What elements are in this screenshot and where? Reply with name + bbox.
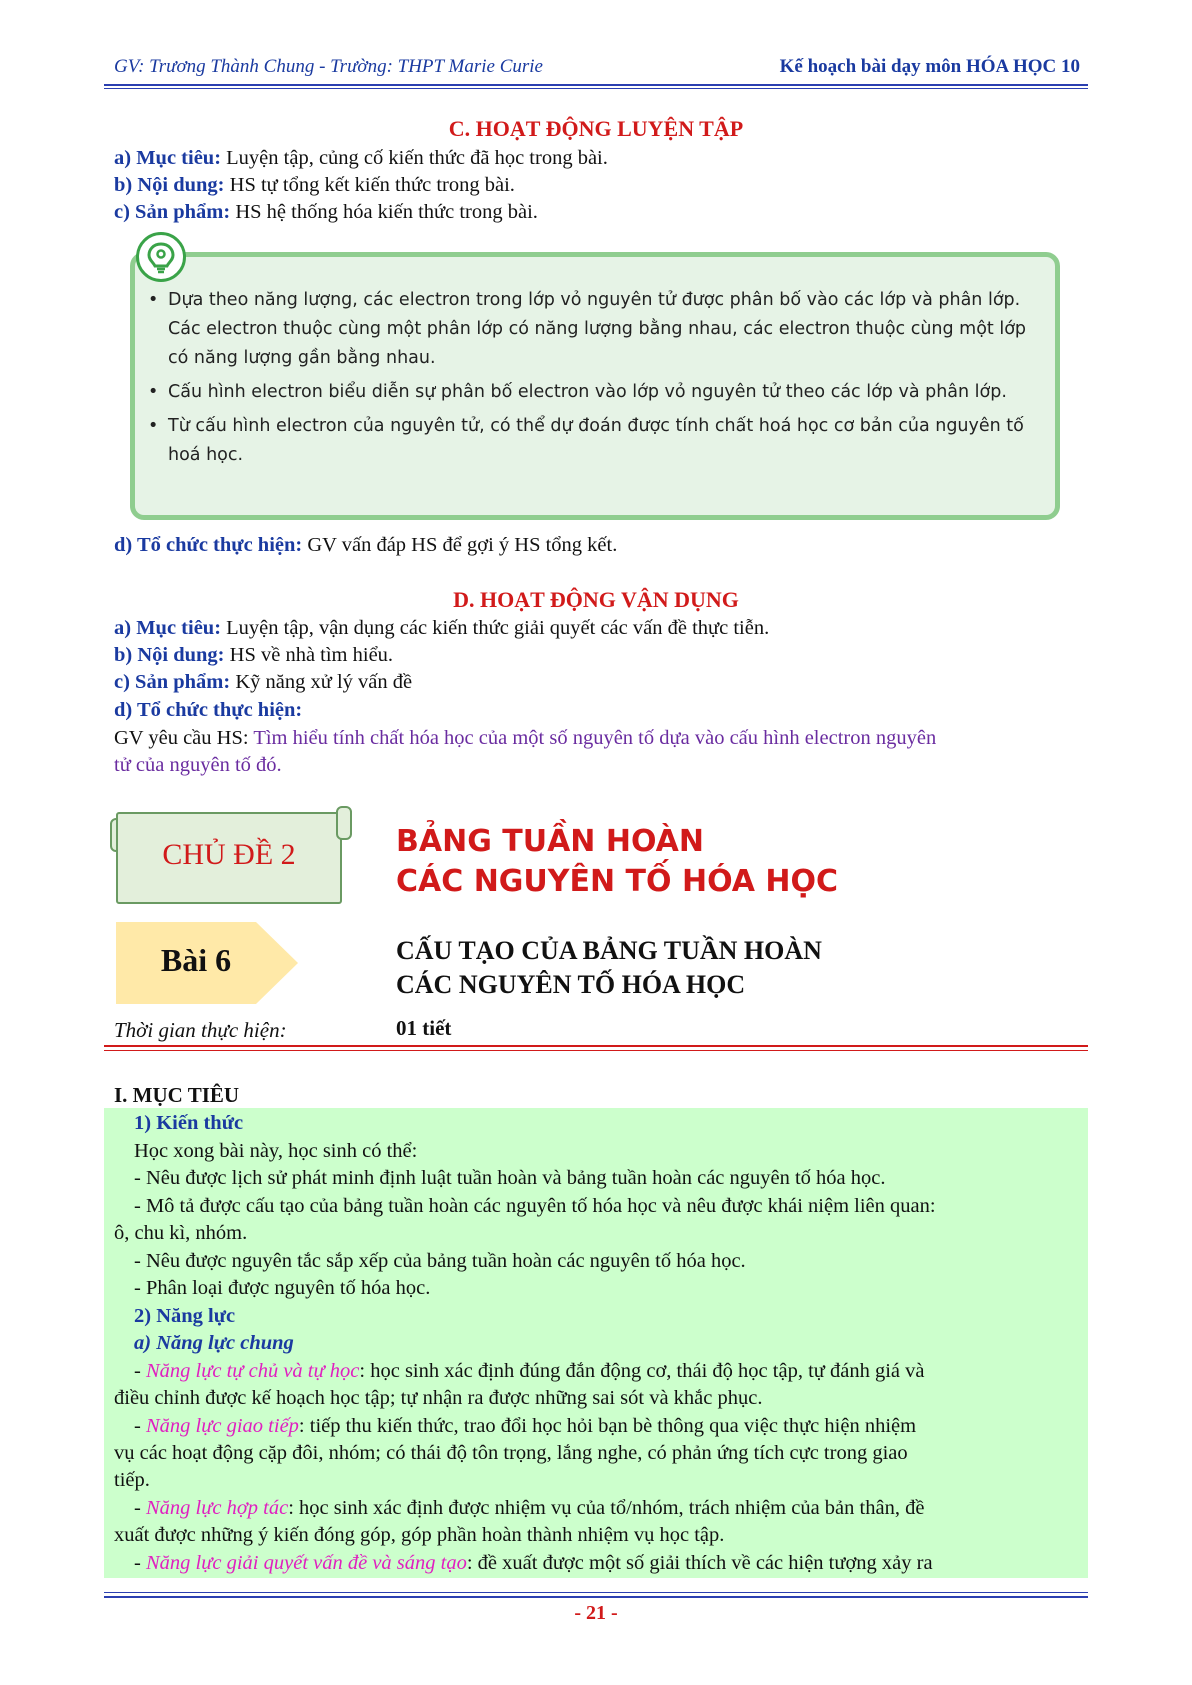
knowledge-item: - Nêu được nguyên tắc sắp xếp của bảng tuần hoàn các nguyên tố hóa học.	[134, 1250, 746, 1272]
lesson-title: CẤU TẠO CỦA BẢNG TUẦN HOÀN CÁC NGUYÊN TỐ HÓA HỌC	[396, 936, 822, 999]
section-c-goal: a) Mục tiêu: Luyện tập, củng cố kiến thức đã học trong bài.	[114, 147, 608, 169]
page-number: - 21 -	[574, 1602, 618, 1624]
section-d-goal: a) Mục tiêu: Luyện tập, vận dụng các kiến thức giải quyết các vấn đề thực tiễn.	[114, 617, 770, 639]
general-competence-heading: a) Năng lực chung	[134, 1332, 294, 1354]
competence-communication: - Năng lực giao tiếp: tiếp thu kiến thức, trao đổi học hỏi bạn bè thông qua việc thực hiện nhiệm	[134, 1415, 917, 1437]
knowledge-item: - Mô tả được cấu tạo của bảng tuần hoàn các nguyên tố hóa học và nêu được khái niệm liên quan:	[134, 1195, 936, 1217]
scroll-curl-right	[336, 806, 352, 840]
knowledge-item-cont: ô, chu kì, nhóm.	[114, 1222, 248, 1244]
competence-self-study: - Năng lực tự chủ và tự học: học sinh xác định đúng đắn động cơ, thái độ học tập, tự đánh giá và	[134, 1360, 925, 1382]
knowledge-item: - Phân loại được nguyên tố hóa học.	[134, 1277, 431, 1299]
lightbulb-icon	[136, 232, 186, 282]
duration-value: 01 tiết	[396, 1016, 452, 1040]
section-c-title: C. HOẠT ĐỘNG LUYỆN TẬP	[448, 116, 744, 141]
lesson-divider	[104, 1045, 1088, 1047]
header-author: GV: Trương Thành Chung - Trường: THPT Marie Curie	[114, 56, 543, 77]
competence-cooperation: - Năng lực hợp tác: học sinh xác định được nhiệm vụ của tổ/nhóm, trách nhiệm của bản thân, đề	[134, 1497, 925, 1519]
duration-label: Thời gian thực hiện:	[114, 1018, 287, 1042]
section-d-task-line2: tử của nguyên tố đó.	[114, 754, 282, 776]
section-d-task-line1: GV yêu cầu HS: Tìm hiểu tính chất hóa học của một số nguyên tố dựa vào cấu hình electron nguyên	[114, 727, 937, 749]
knowledge-item: - Nêu được lịch sử phát minh định luật tuần hoàn và bảng tuần hoàn các nguyên tố hóa học.	[134, 1167, 886, 1189]
summary-note-item: • Dựa theo năng lượng, các electron trong lớp vỏ nguyên tử được phân bố vào các lớp và phân lớp. Các electron thuộc cùng một phân lớp có năng lượng bằng nhau, các electron thuộc cùng một lớp có năng lượng gần bằng nhau.	[146, 286, 1042, 373]
objectives-heading: I. MỤC TIÊU	[114, 1083, 240, 1107]
header-plan-title: Kế hoạch bài dạy môn HÓA HỌC 10	[779, 56, 1080, 77]
knowledge-intro: Học xong bài này, học sinh có thể:	[134, 1140, 418, 1162]
header-divider-thin	[104, 88, 1088, 89]
competence-problem-solving: - Năng lực giải quyết vấn đề và sáng tạo: đề xuất được một số giải thích về các hiện tượng xảy ra	[134, 1552, 933, 1574]
competence-self-study-cont: điều chỉnh được kế hoạch học tập; tự nhận ra được những sai sót và khắc phục.	[114, 1387, 763, 1409]
section-c-content: b) Nội dung: HS tự tổng kết kiến thức trong bài.	[114, 174, 515, 196]
header-divider	[104, 84, 1088, 86]
competence-communication-cont: vụ các hoạt động cặp đôi, nhóm; có thái độ tôn trọng, lắng nghe, có phản ứng tích cực trong giao	[114, 1442, 908, 1464]
footer-divider	[104, 1596, 1088, 1598]
summary-note-item: • Từ cấu hình electron của nguyên tử, có thể dự đoán được tính chất hoá học cơ bản của nguyên tố hoá học.	[146, 412, 1042, 470]
competence-heading: 2) Năng lực	[134, 1305, 236, 1327]
footer-divider-thin	[104, 1592, 1088, 1593]
chapter-title: BẢNG TUẦN HOÀN CÁC NGUYÊN TỐ HÓA HỌC	[396, 824, 839, 899]
competence-communication-cont: tiếp.	[114, 1469, 150, 1491]
lesson-badge: Bài 6	[160, 942, 232, 978]
section-d-title: D. HOẠT ĐỘNG VẬN DỤNG	[453, 587, 739, 612]
section-c-product: c) Sản phẩm: HS hệ thống hóa kiến thức trong bài.	[114, 201, 538, 223]
summary-note-list	[146, 286, 1042, 475]
section-d-content: b) Nội dung: HS về nhà tìm hiểu.	[114, 644, 394, 666]
chapter-badge: CHỦ ĐỀ 2	[162, 838, 296, 871]
section-d-organization: d) Tổ chức thực hiện:	[114, 699, 303, 721]
section-d-product: c) Sản phẩm: Kỹ năng xử lý vấn đề	[114, 671, 413, 693]
knowledge-heading: 1) Kiến thức	[134, 1112, 244, 1134]
competence-cooperation-cont: xuất được những ý kiến đóng góp, góp phần hoàn thành nhiệm vụ học tập.	[114, 1524, 725, 1546]
lesson-divider-thin	[104, 1050, 1088, 1051]
section-c-organization: d) Tổ chức thực hiện: GV vấn đáp HS để gợi ý HS tổng kết.	[114, 534, 618, 556]
summary-note-item: • Cấu hình electron biểu diễn sự phân bố electron vào lớp vỏ nguyên tử theo các lớp và phân lớp.	[146, 378, 1042, 407]
